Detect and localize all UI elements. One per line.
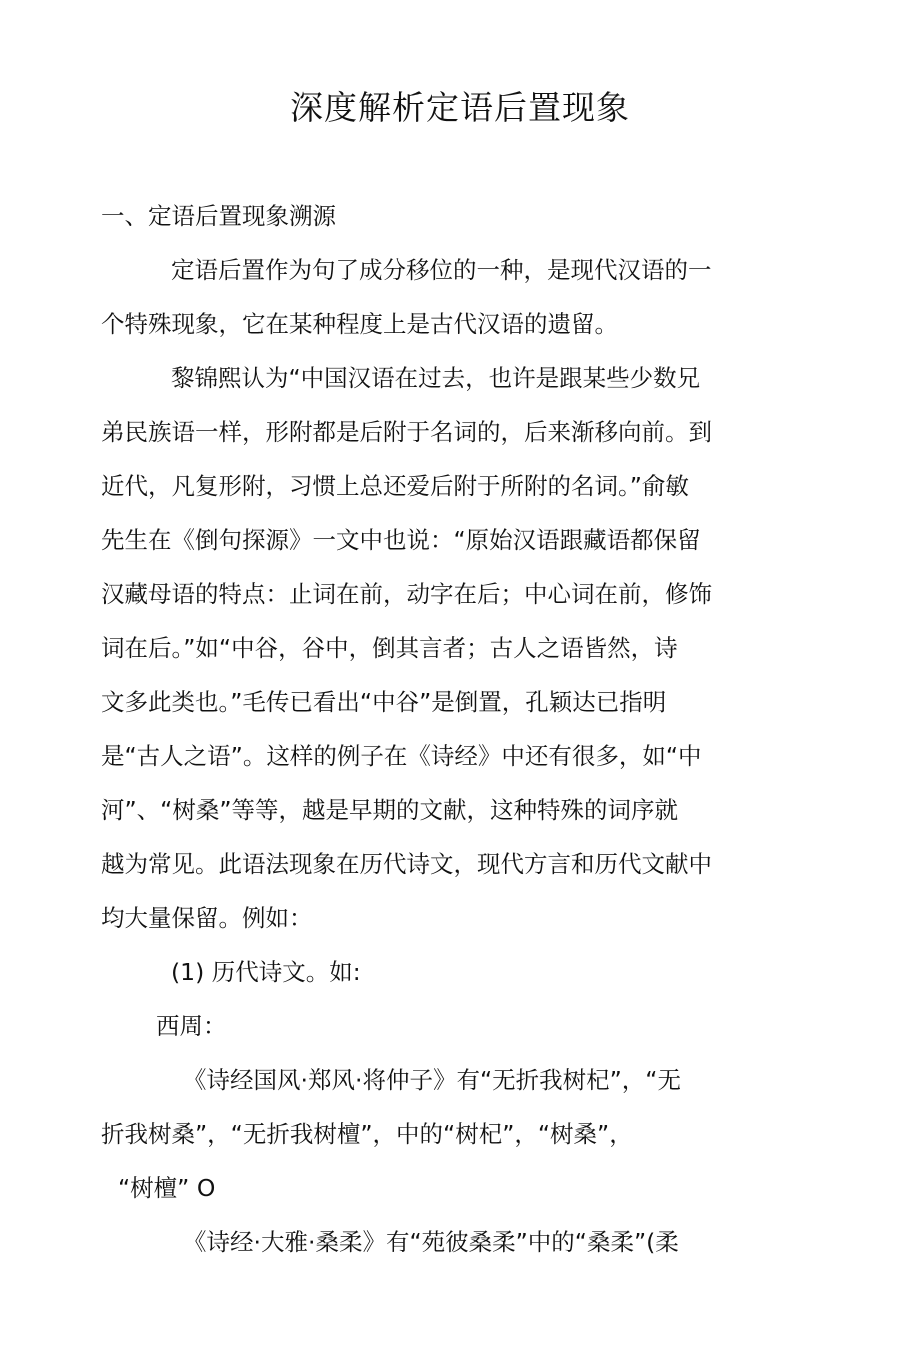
section-heading: 一、定语后置现象溯源: [101, 202, 336, 230]
paragraph-line: 《诗经国风·郑风·将仲子》有“无折我树杞”，“无: [183, 1066, 681, 1094]
list-item-heading: (1) 历代诗文。如:: [171, 958, 361, 986]
paragraph-line: 弟民族语一样，形附都是后附于名词的，后来渐移向前。到: [101, 418, 712, 446]
paragraph-line: 定语后置作为句了成分移位的一种，是现代汉语的一: [171, 256, 712, 284]
era-label: 西周：: [156, 1012, 227, 1040]
document-title: 深度解析定语后置现象: [290, 88, 630, 127]
paragraph-line: 越为常见。此语法现象在历代诗文，现代方言和历代文献中: [101, 850, 712, 878]
paragraph-line: 折我树桑”，“无折我树檀”，中的“树杞”，“树桑”，: [101, 1120, 633, 1148]
paragraph-line: 先生在《倒句探源》一文中也说：“原始汉语跟藏语都保留: [101, 526, 701, 554]
paragraph-line: 词在后。”如“中谷，谷中，倒其言者；古人之语皆然，诗: [101, 634, 678, 662]
paragraph-line: 均大量保留。例如：: [101, 904, 313, 932]
paragraph-line: 黎锦熙认为“中国汉语在过去，也许是跟某些少数兄: [171, 364, 701, 392]
paragraph-line: 近代，凡复形附，习惯上总还爱后附于所附的名词。”俞敏: [101, 472, 689, 500]
paragraph-line: 是“古人之语”。这样的例子在《诗经》中还有很多，如“中: [101, 742, 702, 770]
paragraph-line: 《诗经·大雅·桑柔》有“苑彼桑柔”中的“桑柔”(柔: [183, 1228, 679, 1256]
paragraph-line: 河”、“树桑”等等，越是早期的文献，这种特殊的词序就: [101, 796, 679, 824]
paragraph-line: “树檀” O: [118, 1174, 216, 1202]
paragraph-line: 文多此类也。”毛传已看出“中谷”是倒置，孔颖达已指明: [101, 688, 667, 716]
paragraph-line: 汉藏母语的特点：止词在前，动字在后；中心词在前，修饰: [101, 580, 712, 608]
paragraph-line: 个特殊现象，它在某种程度上是古代汉语的遗留。: [101, 310, 618, 338]
